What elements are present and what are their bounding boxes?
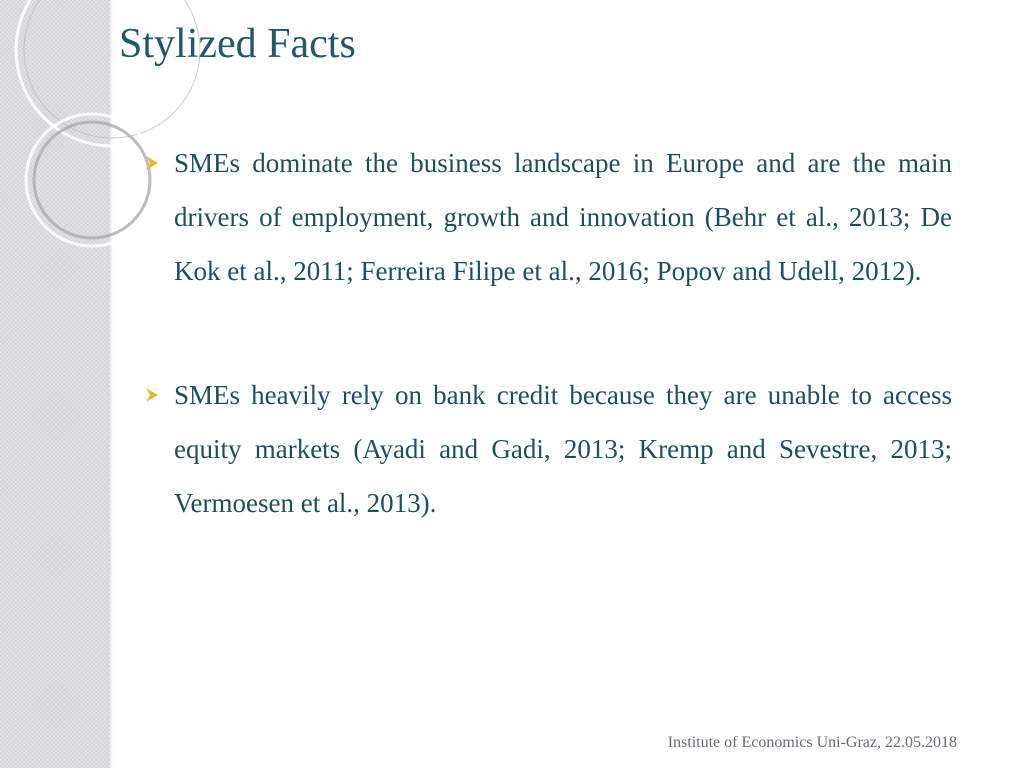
arrow-bullet-icon [144,387,160,403]
bullet-text: SMEs heavily rely on bank credit because they are unable to access equity markets (Ayadi and Gadi, 2013; Kremp and Sevestre, 2013; Vermoesen et al., 2013). [174,380,952,518]
slide-footer: Institute of Economics Uni-Graz, 22.05.2018 [667,734,957,751]
bullet-list [144,136,952,530]
bullet-item [144,136,952,298]
arrow-bullet-icon [144,155,160,171]
bullet-item [144,368,952,530]
slide-title: Stylized Facts [119,21,356,67]
bullet-text: SMEs dominate the business landscape in Europe and are the main drivers of employment, growth and innovation (Behr et al., 2013; De Kok et al., 2011; Ferreira Filipe et al., 2016; Popov and Udell, 2012). [174,148,952,286]
